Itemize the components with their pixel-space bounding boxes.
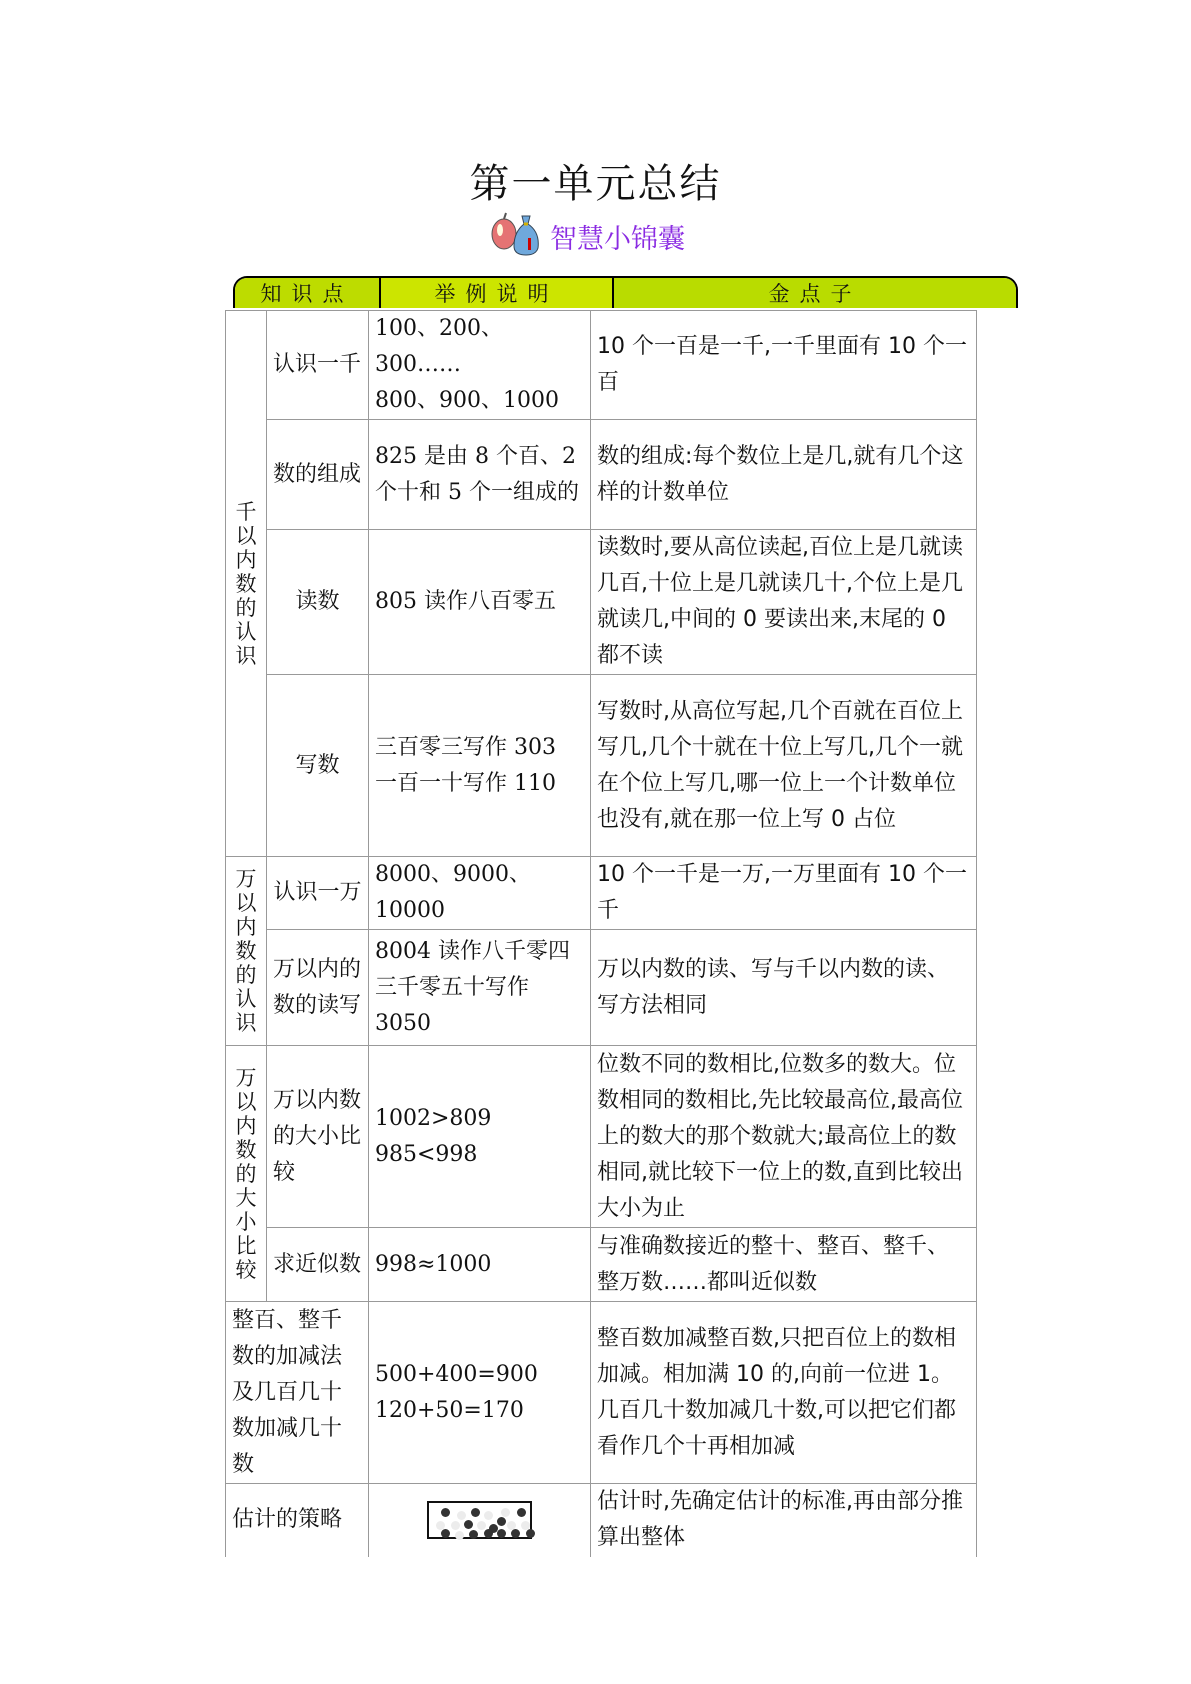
- apple-and-bag-icon: [490, 210, 542, 256]
- bead: [441, 1508, 450, 1517]
- tip: 数的组成:每个数位上是几,就有几个这样的计数单位: [591, 420, 977, 530]
- bead: [451, 1521, 460, 1530]
- table-row: [226, 1228, 977, 1302]
- bead: [497, 1529, 506, 1538]
- example-image: [369, 1484, 591, 1557]
- bead: [469, 1530, 478, 1539]
- subtitle-banner: [490, 210, 685, 256]
- bead: [517, 1508, 526, 1517]
- table-header: [233, 276, 1018, 308]
- header-example: 举例说明: [381, 278, 614, 308]
- topic: 估计的策略: [226, 1484, 369, 1557]
- table-row: [226, 1484, 977, 1557]
- example: 8000、9000、10000: [369, 857, 591, 930]
- example: 825 是由 8 个百、2 个十和 5 个一组成的: [369, 420, 591, 530]
- example: 8004 读作八千零四 三千零五十写作 3050: [369, 930, 591, 1046]
- subtitle: 智慧小锦囊: [550, 224, 685, 255]
- group-label: 万 以 内 数 的 认 识: [226, 857, 267, 1046]
- table-row: [226, 1302, 977, 1484]
- summary-table: [225, 310, 977, 1557]
- bead: [511, 1529, 520, 1538]
- bead: [484, 1511, 493, 1520]
- group-label: 万 以 内 数 的 大 小 比 较: [226, 1046, 267, 1302]
- tip: 与准确数接近的整十、整百、整千、整万数……都叫近似数: [591, 1228, 977, 1302]
- bead: [526, 1529, 535, 1538]
- table-row: [226, 311, 977, 420]
- tip: 读数时,要从高位读起,百位上是几就读几百,十位上是几就读几十,个位上是几就读几,中间的 0 要读出来,末尾的 0 都不读: [591, 530, 977, 675]
- topic: 认识一千: [267, 311, 369, 420]
- table-row: [226, 1046, 977, 1228]
- tip: 10 个一千是一万,一万里面有 10 个一千: [591, 857, 977, 930]
- tip: 万以内数的读、写与千以内数的读、写方法相同: [591, 930, 977, 1046]
- topic: 万以内的数的读写: [267, 930, 369, 1046]
- tip: 估计时,先确定估计的标准,再由部分推算出整体: [591, 1484, 977, 1557]
- table-row: [226, 930, 977, 1046]
- tip: 写数时,从高位写起,几个百就在百位上写几,几个十就在十位上写几,几个一就在个位上写几,哪一位上一个计数单位也没有,就在那一位上写 0 占位: [591, 675, 977, 857]
- topic: 读数: [267, 530, 369, 675]
- example: 805 读作八百零五: [369, 530, 591, 675]
- tip: 位数不同的数相比,位数多的数大。位数相同的数相比,先比较最高位,最高位上的数大的那个数就大;最高位上的数相同,就比较下一位上的数,直到比较出大小为止: [591, 1046, 977, 1228]
- table-row: [226, 857, 977, 930]
- topic: 写数: [267, 675, 369, 857]
- table-row: [226, 530, 977, 675]
- topic: 求近似数: [267, 1228, 369, 1302]
- bead: [441, 1529, 450, 1538]
- topic: 认识一万: [267, 857, 369, 930]
- bead: [471, 1508, 480, 1517]
- topic: 万以内数的大小比较: [267, 1046, 369, 1228]
- table-row: [226, 675, 977, 857]
- bead: [477, 1521, 486, 1530]
- example: 三百零三写作 303 一百一十写作 110: [369, 675, 591, 857]
- bead: [455, 1531, 464, 1540]
- header-knowledge: 知识点: [235, 278, 381, 308]
- topic: 整百、整千数的加减法及几百几十数加减几十数: [226, 1302, 369, 1484]
- header-tips: 金点子: [614, 278, 1016, 308]
- bead: [501, 1508, 510, 1517]
- beads-image: [427, 1501, 532, 1539]
- tip: 10 个一百是一千,一千里面有 10 个一百: [591, 311, 977, 420]
- example: 998≈1000: [369, 1228, 591, 1302]
- bead: [457, 1511, 466, 1520]
- page-title: 第一单元总结: [469, 161, 722, 207]
- topic: 数的组成: [267, 420, 369, 530]
- tip: 整百数加减整百数,只把百位上的数相加减。相加满 10 的,向前一位进 1。几百几十数加减几十数,可以把它们都看作几个十再相加减: [591, 1302, 977, 1484]
- example: 1002>809 985<998: [369, 1046, 591, 1228]
- bead: [464, 1520, 473, 1529]
- group-label: 千 以 内 数 的 认 识: [226, 311, 267, 857]
- table-row: [226, 420, 977, 530]
- bead: [484, 1529, 493, 1538]
- example: 500+400=900 120+50=170: [369, 1302, 591, 1484]
- example: 100、200、300…… 800、900、1000: [369, 311, 591, 420]
- bead: [497, 1517, 506, 1526]
